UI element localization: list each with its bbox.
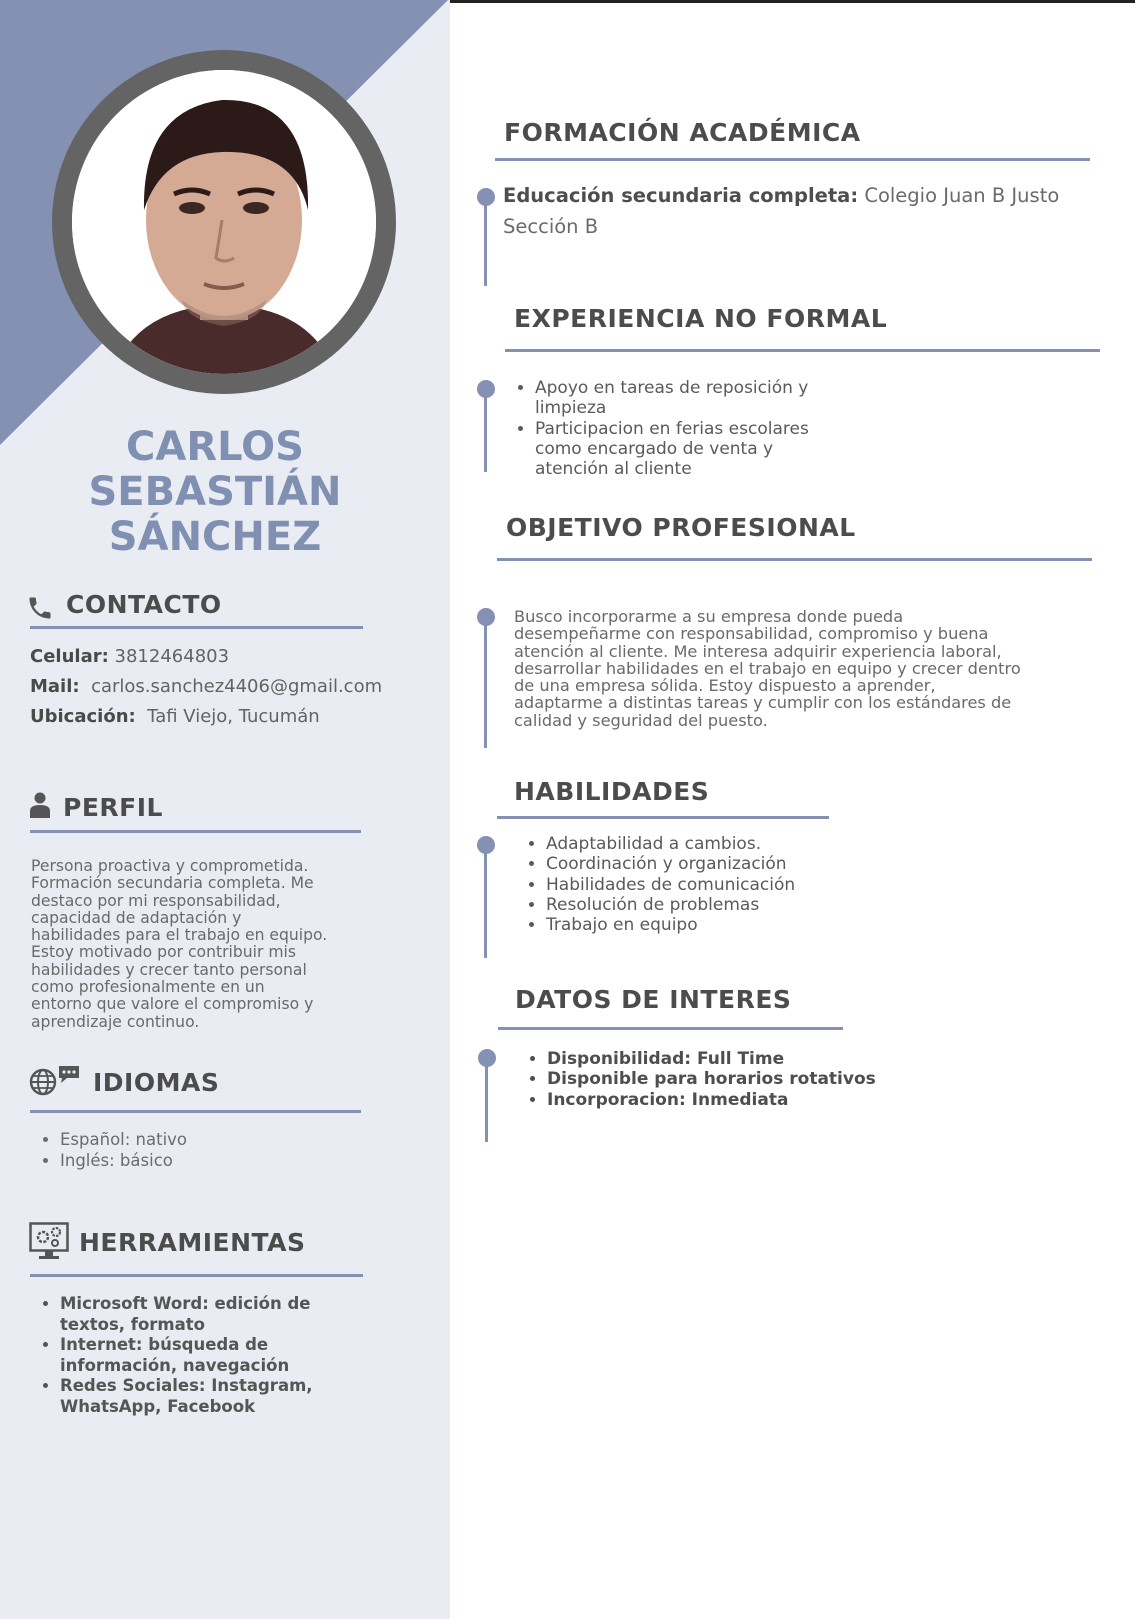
objective-line: calidad y seguridad del puesto. <box>514 710 768 730</box>
objective-text <box>514 608 1114 729</box>
mail-label: Mail: <box>30 676 80 697</box>
name-line-1: CARLOS <box>126 424 304 470</box>
profile-line: Persona proactiva y comprometida. <box>31 857 309 875</box>
timeline-line <box>484 612 487 748</box>
name-line-2: SEBASTIÁN <box>88 469 342 515</box>
interests-rule <box>498 1027 843 1030</box>
tools-title: HERRAMIENTAS <box>79 1228 306 1257</box>
timeline-dot <box>477 188 495 206</box>
profile-line: entorno que valore el compromiso y <box>31 995 314 1014</box>
experience-list <box>505 378 995 479</box>
profile-line: habilidades para el trabajo en equipo. <box>31 926 328 945</box>
education-title: FORMACIÓN ACADÉMICA <box>504 118 861 147</box>
list-item: • Incorporacion: Inmediata <box>547 1090 1007 1110</box>
list-item: • Inglés: básico <box>60 1151 440 1172</box>
timeline-line <box>485 1056 488 1142</box>
profile-title: PERFIL <box>63 793 163 822</box>
location-label: Ubicación: <box>30 706 136 727</box>
timeline-line <box>484 850 487 958</box>
list-item: • Internet: búsqueda de información, navegación <box>60 1335 450 1376</box>
contact-phone <box>30 646 229 667</box>
tools-list <box>30 1294 450 1417</box>
experience-title: EXPERIENCIA NO FORMAL <box>514 304 888 333</box>
list-item: • Trabajo en equipo <box>546 915 1006 935</box>
list-item: • Apoyo en tareas de reposición y limpieza <box>535 378 995 419</box>
skills-title: HABILIDADES <box>514 777 710 806</box>
education-rule <box>495 158 1090 161</box>
timeline-dot <box>477 380 495 398</box>
timeline-dot <box>478 1049 496 1067</box>
computer-gears-icon <box>29 1222 69 1260</box>
phone-value[interactable]: 3812464803 <box>114 646 230 667</box>
full-name <box>50 425 380 560</box>
profile-line: habilidades y crecer tanto personal <box>31 960 307 979</box>
objective-line: desempeñarme con responsabilidad, compromiso y buena <box>514 624 989 644</box>
person-icon <box>30 792 50 818</box>
list-item: • Disponible para horarios rotativos <box>547 1069 1007 1089</box>
timeline-dot <box>477 608 495 626</box>
tools-rule <box>30 1274 363 1277</box>
objective-line: adaptarme a distintas tareas y cumplir con los estándares de <box>514 693 1012 713</box>
timeline-line <box>484 390 487 472</box>
objective-title: OBJETIVO PROFESIONAL <box>506 513 856 542</box>
mail-value[interactable]: carlos.sanchez4406@gmail.com <box>91 676 383 697</box>
contact-location <box>30 706 320 727</box>
education-text <box>503 180 1083 242</box>
profile-text <box>31 858 421 1031</box>
interests-title: DATOS DE INTERES <box>515 985 792 1014</box>
list-item: • Resolución de problemas <box>546 895 1006 915</box>
profile-line: aprendizaje continuo. <box>31 1012 200 1031</box>
list-item: • Microsoft Word: edición de textos, formato <box>60 1294 450 1335</box>
objective-line: Busco incorporarme a su empresa donde pueda <box>514 607 904 626</box>
objective-line: de una empresa sólida. Estoy dispuesto a aprender, <box>514 676 936 696</box>
profile-photo-frame <box>52 50 396 394</box>
objective-line: atención al cliente. Me interesa adquirir experiencia laboral, <box>514 641 1002 661</box>
list-item: • Coordinación y organización <box>546 854 1006 874</box>
list-item: • Redes Sociales: Instagram, WhatsApp, Facebook <box>60 1376 450 1417</box>
timeline-dot <box>477 836 495 854</box>
skills-rule <box>497 816 829 819</box>
languages-rule <box>30 1110 361 1113</box>
list-item: • Habilidades de comunicación <box>546 875 1006 895</box>
globe-chat-icon <box>29 1064 81 1096</box>
phone-label: Celular: <box>30 646 109 667</box>
contact-rule <box>30 626 363 629</box>
sidebar <box>0 0 450 1619</box>
profile-line: como profesionalmente en un <box>31 978 265 997</box>
profile-line: Estoy motivado por contribuir mis <box>31 943 296 962</box>
profile-line: Formación secundaria completa. Me <box>31 874 314 893</box>
list-item: • Disponibilidad: Full Time <box>547 1049 1007 1069</box>
interests-list <box>517 1049 1007 1110</box>
phone-icon <box>26 594 54 622</box>
experience-rule <box>505 349 1100 352</box>
name-line-3: SÁNCHEZ <box>108 514 322 560</box>
skills-list <box>516 834 1006 935</box>
objective-line: desarrollar habilidades en el trabajo en equipo y crecer dentro <box>514 658 1021 678</box>
education-section: Sección B <box>503 215 599 238</box>
list-item: • Español: nativo <box>60 1130 440 1151</box>
objective-rule <box>497 558 1092 561</box>
profile-line: destaco por mi responsabilidad, <box>31 891 281 910</box>
contact-mail <box>30 676 382 697</box>
list-item: • Participacion en ferias escolares como encargado de venta y atención al cliente <box>535 419 995 480</box>
education-label: Educación secundaria completa: <box>503 184 859 207</box>
portrait-illustration <box>72 70 376 374</box>
languages-title: IDIOMAS <box>93 1068 220 1097</box>
education-school: Colegio Juan B Justo <box>864 184 1060 207</box>
list-item: • Adaptabilidad a cambios. <box>546 834 1006 854</box>
profile-photo <box>72 70 376 374</box>
contact-title: CONTACTO <box>66 590 222 619</box>
profile-line: capacidad de adaptación y <box>31 908 242 927</box>
languages-list <box>30 1130 440 1171</box>
profile-rule <box>30 830 361 833</box>
location-value: Tafi Viejo, Tucumán <box>147 706 320 727</box>
